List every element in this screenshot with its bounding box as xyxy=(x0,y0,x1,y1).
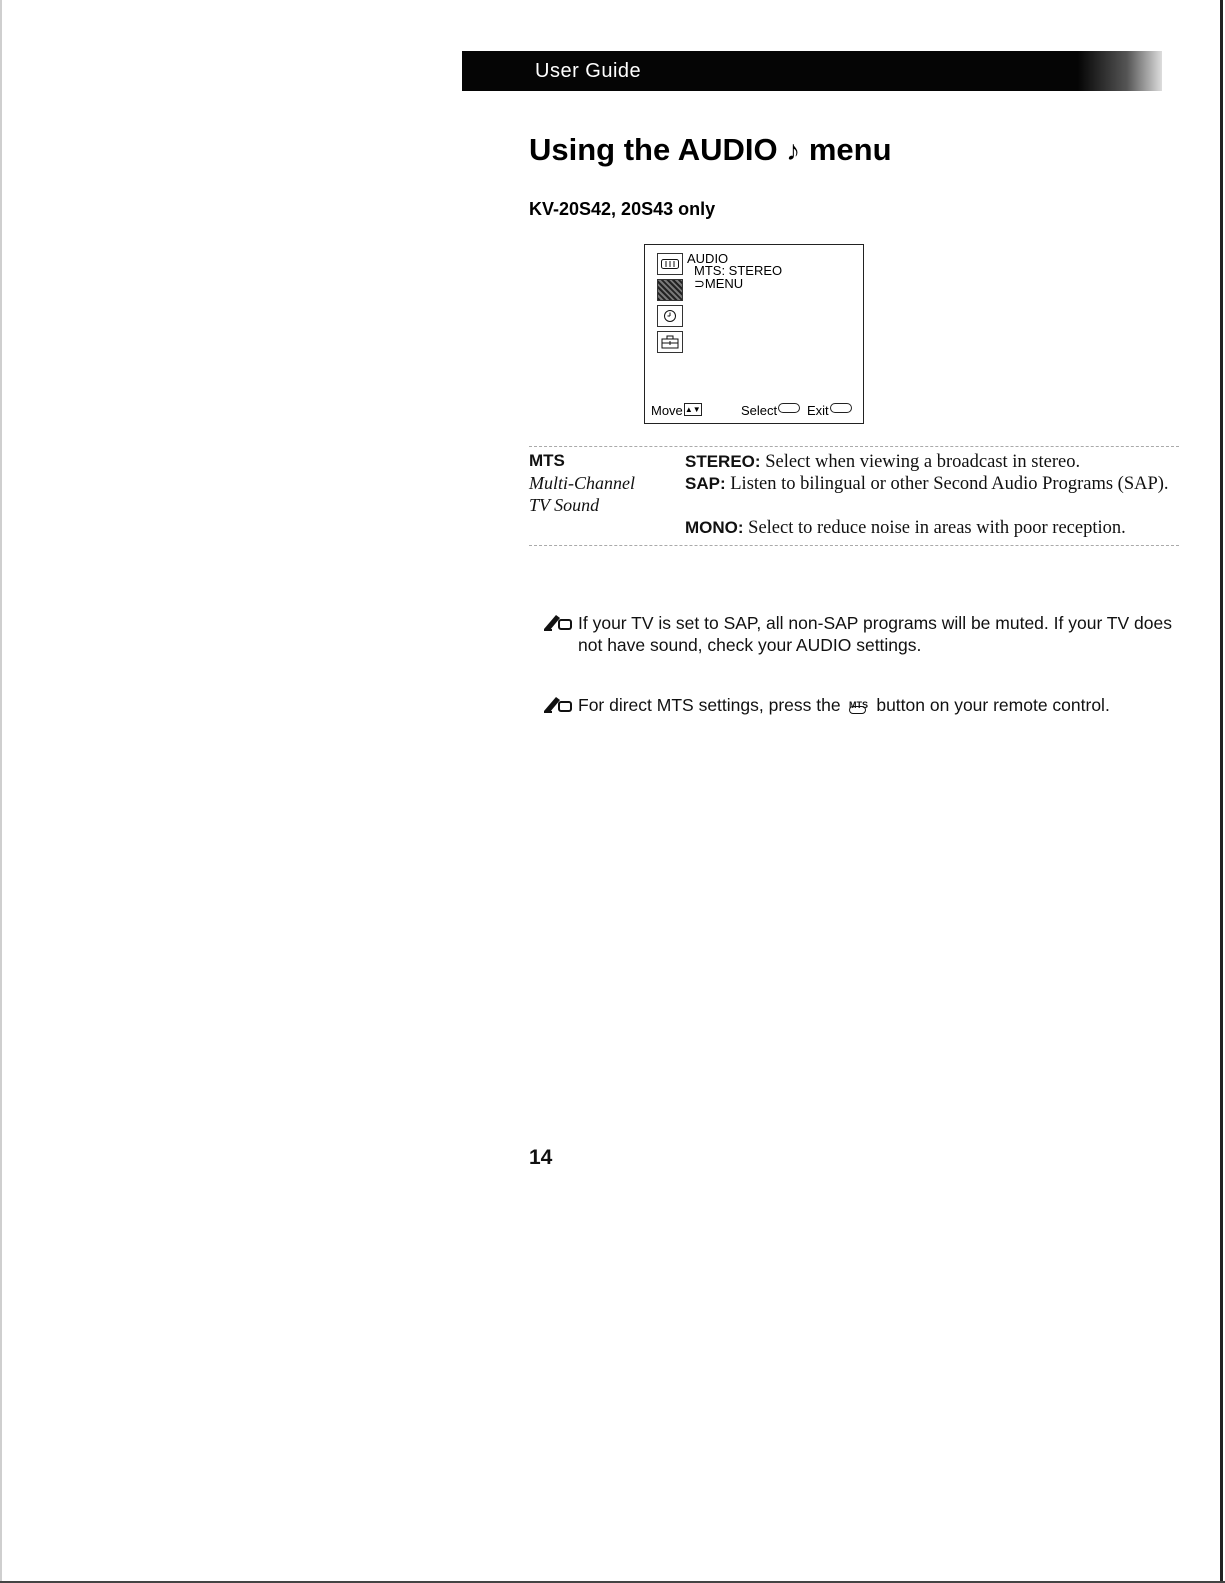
osd-menu-line: ⊃MENU xyxy=(694,276,744,291)
header-label: User Guide xyxy=(535,60,642,82)
osd-mts-line: MTS: STEREO xyxy=(694,263,783,278)
page-title xyxy=(529,132,892,168)
table-term-sub-1: Multi-Channel xyxy=(529,473,635,493)
note-2-text xyxy=(578,694,1182,717)
model-subtitle: KV-20S42, 20S43 only xyxy=(529,199,716,219)
option-label-stereo: STEREO: xyxy=(685,452,761,471)
writing-hand-icon xyxy=(542,612,574,632)
table-top-rule xyxy=(529,446,1179,447)
setup-icon xyxy=(657,331,683,353)
table-term: MTS xyxy=(529,451,565,470)
table-term-sub-2: TV Sound xyxy=(529,495,600,515)
writing-hand-icon xyxy=(542,694,574,714)
osd-title: AUDIO xyxy=(687,251,729,266)
osd-menu-screen xyxy=(644,244,864,424)
table-bottom-rule xyxy=(529,545,1179,546)
page-left-edge xyxy=(0,0,2,1583)
menu-button-icon xyxy=(830,403,852,413)
title-prefix: Using the AUDIO xyxy=(529,132,778,167)
page-number: 14 xyxy=(529,1146,553,1169)
video-icon xyxy=(657,253,683,275)
page-right-edge xyxy=(1220,0,1223,1583)
note-2 xyxy=(542,694,1182,717)
select-button-icon xyxy=(778,403,800,413)
table-row xyxy=(685,473,1175,495)
audio-icon xyxy=(657,279,683,301)
music-note-icon: ♪ xyxy=(786,135,801,166)
title-suffix: menu xyxy=(808,132,892,167)
osd-move-label: Move xyxy=(651,403,683,418)
osd-select-label: Select xyxy=(741,403,778,418)
move-arrows-icon: ▲▼ xyxy=(684,405,701,414)
mts-button-icon: MTS xyxy=(847,695,869,717)
timer-icon xyxy=(657,305,683,327)
option-label-sap: SAP: xyxy=(685,474,726,493)
osd-exit-label: Exit xyxy=(807,403,829,418)
table-row xyxy=(685,451,1175,473)
note-1-text: If your TV is set to SAP, all non-SAP programs will be muted. If your TV does not have sound, check your AUDIO settings. xyxy=(578,613,1172,655)
note-2-after: button on your remote control. xyxy=(876,695,1110,715)
option-label-mono: MONO: xyxy=(685,518,744,537)
note-2-before: For direct MTS settings, press the xyxy=(578,695,841,715)
option-text-mono: Select to reduce noise in areas with poor reception. xyxy=(748,518,1126,538)
option-text-stereo: Select when viewing a broadcast in stereo. xyxy=(765,452,1081,472)
option-text-sap: Listen to bilingual or other Second Audio Programs (SAP). xyxy=(730,474,1169,494)
note-1 xyxy=(542,612,1182,656)
table-row xyxy=(685,517,1175,539)
header-bar xyxy=(462,51,1162,91)
